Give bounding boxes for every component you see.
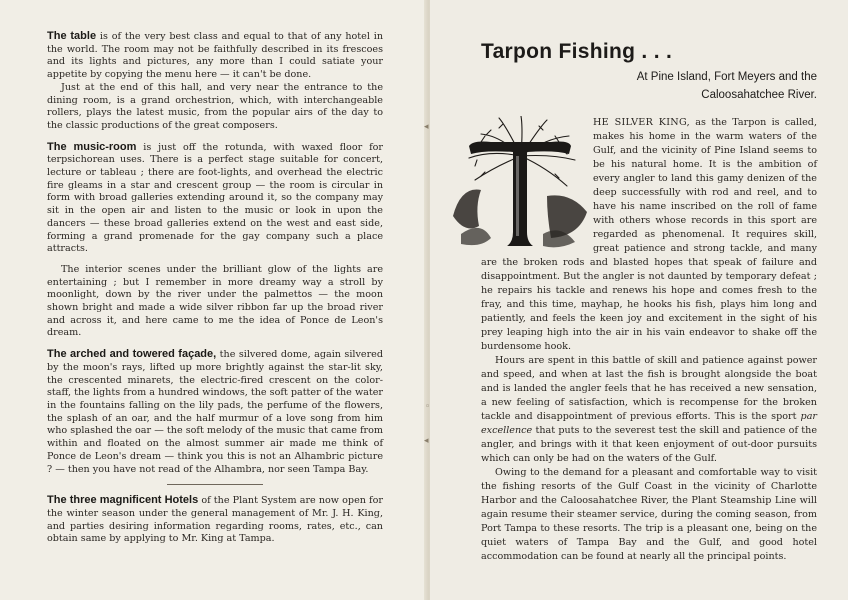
- section-divider: [167, 484, 263, 485]
- paragraph-music-room: [47, 141, 383, 256]
- paragraph-battle: [481, 354, 817, 466]
- paragraph-table: [47, 30, 383, 82]
- lead-heading: The table: [47, 30, 97, 42]
- article-subtitle-line1: At Pine Island, Fort Meyers and the: [636, 71, 817, 83]
- paragraph-text: that puts to the severest test the skill and patience of the angler, and brings with it that keen enjoyment of out-door pursuits which can only be had on the waters of the Gulf.: [481, 425, 817, 464]
- paragraph-hotels: [47, 494, 383, 546]
- left-column: [47, 30, 383, 546]
- paragraph-text: is just off the rotunda, with waxed floor for terpsichorean uses. There is a perfect stage suitable for concert, lecture or tableau ; there are foot-lights, and overhead the electric fire gleams in a star and crescent group — the room is circular in form with broad galleries extending around it, so the company may sit in the open air and listen to the music or look in upon the dancers — these broad galleries extend on the west and east side, forming a grand promenade for the gay company such a place attracts.: [47, 141, 383, 255]
- emphasis-text: par excellence: [481, 411, 817, 436]
- article-body: [481, 116, 817, 564]
- paragraph-text: Hours are spent in this battle of skill and patience against power and speed, and when at last the fish is brought alongside the boat and is landed the angler feels that he has received a new sensation, a new feeling of satisfaction, which is recompense for the broken tackle and disappointment of previous efforts. This is the sport: [481, 355, 817, 422]
- paragraph-interior: [47, 264, 383, 340]
- first-words: HE SILVER KING,: [593, 117, 690, 128]
- palm-dropcap-icon: [451, 116, 589, 250]
- staple-mark: ◂: [424, 436, 429, 446]
- paragraph-steamship: [481, 466, 817, 564]
- paragraph-text: Just at the end of this hall, and very near the entrance to the dining room, is a grand orchestrion, which, with interchangeable rollers, plays the latest music, from the popular airs of the day to the classic productions of the great composers.: [47, 81, 383, 131]
- lead-heading: The arched and towered façade,: [47, 348, 217, 361]
- right-page: [430, 0, 848, 600]
- paragraph-text: The interior scenes under the brilliant glow of the lights are entertaining ; but I remember in more dreamy way a stroll by moonlight, down by the river under the palmettos — the moon shown bright and made a wide silver ribbon far up the broad river and across it, and here came to me the idea of Ponce de Leon's dream.: [47, 263, 383, 339]
- paragraph-text: is of the very best class and equal to that of any hotel in the world. The room may not be faithfully described in its frescoes and its lights and pictures, any more than I could satiate your appetite by copying the menu here — it can't be done.: [47, 31, 383, 81]
- lead-heading: The music-room: [47, 140, 137, 153]
- palm-dropcap-illustration: [451, 116, 589, 250]
- paragraph-facade: [47, 348, 383, 476]
- staple-mark: ◂: [424, 122, 429, 132]
- paragraph-text: as the Tarpon is called, makes his home in the warm waters of the Gulf, and the vicinity of Pine Island seems to be his natural home. It is the ambition of every angler to land this gamy denizen of the deep successfully with rod and reel, and to have his name inscribed on the roll of fame with others whose records in this sport are regarded as phenomenal. It requires skill, great patience and strong tackle, and many are the broken rods and blasted hopes that speak of failure and disappointment. But the angler is not daunted by temporary defeat ; he repairs his tackle and renews his hope and comes fresh to the fray, and this time, mayhap, he hooks his fish, plays him long and patiently, and feels the keen joy and excitement in the sight of his prey leaping high into the air in his vain endeavor to shake off the burdensome hook.: [481, 117, 817, 352]
- paragraph-text: the silvered dome, again silvered by the moon's rays, lifted up more brightly against the star-lit sky, the crescented minarets, the electric-fired crescent on the color-staff, the lights from a hundred windows, the soft patter of the water in the fountains falling on the lily pads, the perfume of the flowers, the splash of an oar, and the half murmur of a love song from him who splashed the oar — the soft melody of the music that came from within and floated on the almost summer air made me think of Ponce de Leon's dream — think you this is not an Alhambric picture ? — then you have not read of the Alhambra, nor seen Tampa Bay.: [47, 349, 383, 475]
- right-column: [481, 40, 817, 564]
- paragraph-text: Owing to the demand for a pleasant and comfortable way to visit the fishing resorts of the Gulf Coast in the vicinity of Charlotte Harbor and the Caloosahatchee River, the Plant Steamship Line will again resume their steamer service, during the coming season, from Port Tampa to these resorts. The trip is a pleasant one, being on the quiet waters of Tampa Bay and the Gulf, and good hotel accommodation can be found at nearly all the principal points.: [481, 467, 817, 562]
- paragraph-text: of the Plant System are now open for the winter season under the general management of Mr. J. H. King, and parties desiring information regarding rooms, rates, etc., can obtain same by applying to Mr. King at Tampa.: [47, 495, 383, 545]
- article-subtitle-line2: Caloosahatchee River.: [701, 89, 817, 101]
- staple-mark: ◦: [425, 402, 431, 412]
- lead-heading: The three magnificent Hotels: [47, 494, 199, 507]
- paragraph-orchestrion: [47, 82, 383, 133]
- article-title: Tarpon Fishing . . .: [481, 40, 673, 63]
